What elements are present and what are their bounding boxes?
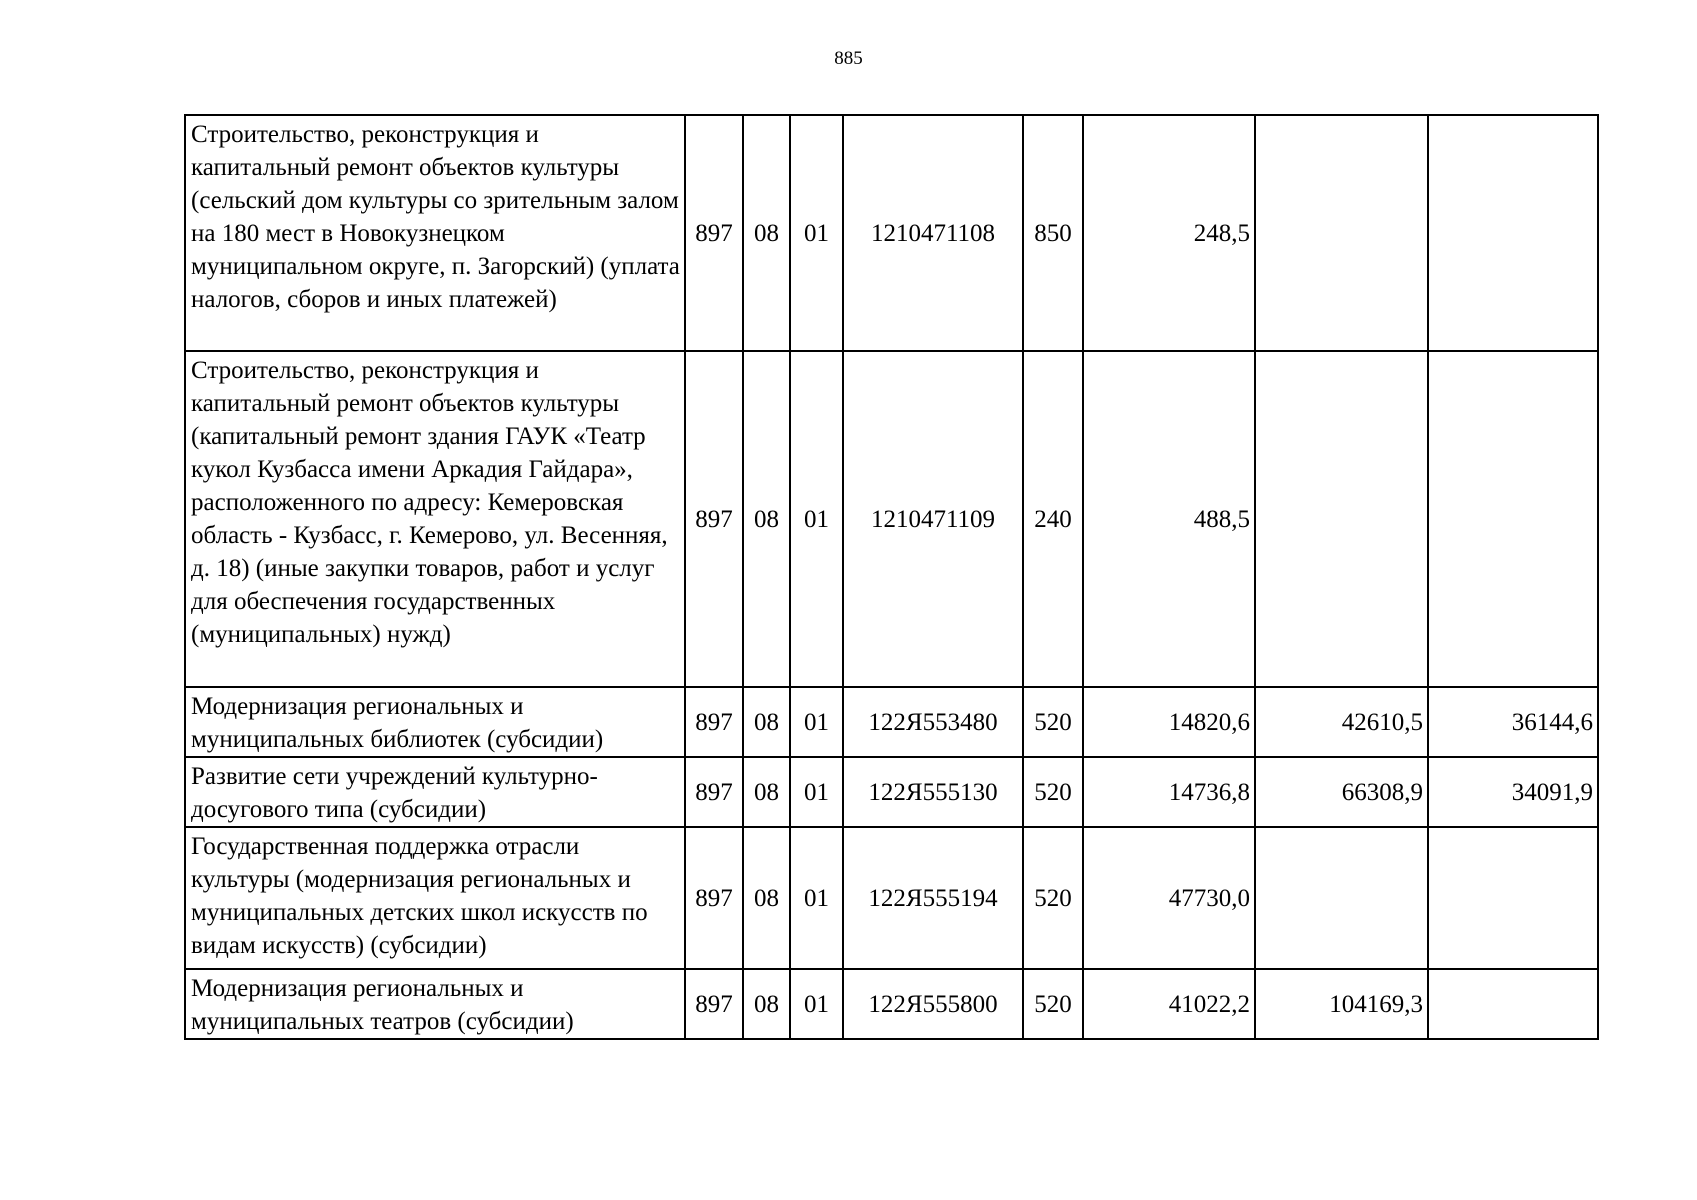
subsection-code-cell: 01 — [790, 351, 843, 687]
section-code-cell: 08 — [743, 969, 790, 1039]
amount-2-cell — [1255, 827, 1428, 969]
amount-3-cell — [1428, 351, 1598, 687]
target-article-cell: 122Я555800 — [843, 969, 1023, 1039]
table-row — [185, 687, 1598, 757]
target-article-cell: 122Я555194 — [843, 827, 1023, 969]
row-name-cell: Модернизация региональных и муниципальных театров (субсидии) — [185, 969, 685, 1039]
amount-1-cell: 14736,8 — [1083, 757, 1255, 827]
amount-3-cell: 34091,9 — [1428, 757, 1598, 827]
target-article-cell: 1210471109 — [843, 351, 1023, 687]
expense-type-cell: 850 — [1023, 115, 1083, 351]
amount-2-cell — [1255, 351, 1428, 687]
ministry-code-cell: 897 — [685, 757, 743, 827]
table-row — [185, 827, 1598, 969]
page-number: 885 — [834, 48, 863, 69]
section-code-cell: 08 — [743, 351, 790, 687]
target-article-cell: 1210471108 — [843, 115, 1023, 351]
row-name-cell: Модернизация региональных и муниципальных библиотек (субсидии) — [185, 687, 685, 757]
amount-1-cell: 248,5 — [1083, 115, 1255, 351]
amount-2-cell: 66308,9 — [1255, 757, 1428, 827]
row-name-cell: Строительство, реконструкция и капитальный ремонт объектов культуры (капитальный ремонт здания ГАУК «Театр кукол Кузбасса имени Аркадия Гайдара», расположенного по адресу: Кемеровская область - Кузбасс, г. Кемерово, ул. Весенняя, д. 18) (иные закупки товаров, работ и услуг для обеспечения государственных (муниципальных) нужд) — [185, 351, 685, 687]
amount-3-cell — [1428, 115, 1598, 351]
amount-1-cell: 488,5 — [1083, 351, 1255, 687]
subsection-code-cell: 01 — [790, 687, 843, 757]
amount-3-cell — [1428, 827, 1598, 969]
subsection-code-cell: 01 — [790, 757, 843, 827]
expense-type-cell: 240 — [1023, 351, 1083, 687]
amount-1-cell: 14820,6 — [1083, 687, 1255, 757]
amount-2-cell: 104169,3 — [1255, 969, 1428, 1039]
section-code-cell: 08 — [743, 115, 790, 351]
expense-type-cell: 520 — [1023, 969, 1083, 1039]
amount-3-cell — [1428, 969, 1598, 1039]
subsection-code-cell: 01 — [790, 969, 843, 1039]
row-name-cell: Государственная поддержка отрасли культуры (модернизация региональных и муниципальных детских школ искусств по видам искусств) (субсидии) — [185, 827, 685, 969]
target-article-cell: 122Я553480 — [843, 687, 1023, 757]
section-code-cell: 08 — [743, 687, 790, 757]
ministry-code-cell: 897 — [685, 827, 743, 969]
target-article-cell: 122Я555130 — [843, 757, 1023, 827]
section-code-cell: 08 — [743, 827, 790, 969]
amount-2-cell — [1255, 115, 1428, 351]
expense-type-cell: 520 — [1023, 687, 1083, 757]
ministry-code-cell: 897 — [685, 351, 743, 687]
ministry-code-cell: 897 — [685, 969, 743, 1039]
row-name-cell: Строительство, реконструкция и капитальный ремонт объектов культуры (сельский дом культуры со зрительным залом на 180 мест в Новокузнецком муниципальном округе, п. Загорский) (уплата налогов, сборов и иных платежей) — [185, 115, 685, 351]
table-row — [185, 351, 1598, 687]
budget-table — [184, 114, 1599, 1040]
expense-type-cell: 520 — [1023, 757, 1083, 827]
row-name-cell: Развитие сети учреждений культурно-досугового типа (субсидии) — [185, 757, 685, 827]
table-row — [185, 969, 1598, 1039]
amount-2-cell: 42610,5 — [1255, 687, 1428, 757]
expense-type-cell: 520 — [1023, 827, 1083, 969]
ministry-code-cell: 897 — [685, 687, 743, 757]
section-code-cell: 08 — [743, 757, 790, 827]
ministry-code-cell: 897 — [685, 115, 743, 351]
amount-3-cell: 36144,6 — [1428, 687, 1598, 757]
amount-1-cell: 47730,0 — [1083, 827, 1255, 969]
table-row — [185, 757, 1598, 827]
subsection-code-cell: 01 — [790, 115, 843, 351]
amount-1-cell: 41022,2 — [1083, 969, 1255, 1039]
table-row — [185, 115, 1598, 351]
subsection-code-cell: 01 — [790, 827, 843, 969]
